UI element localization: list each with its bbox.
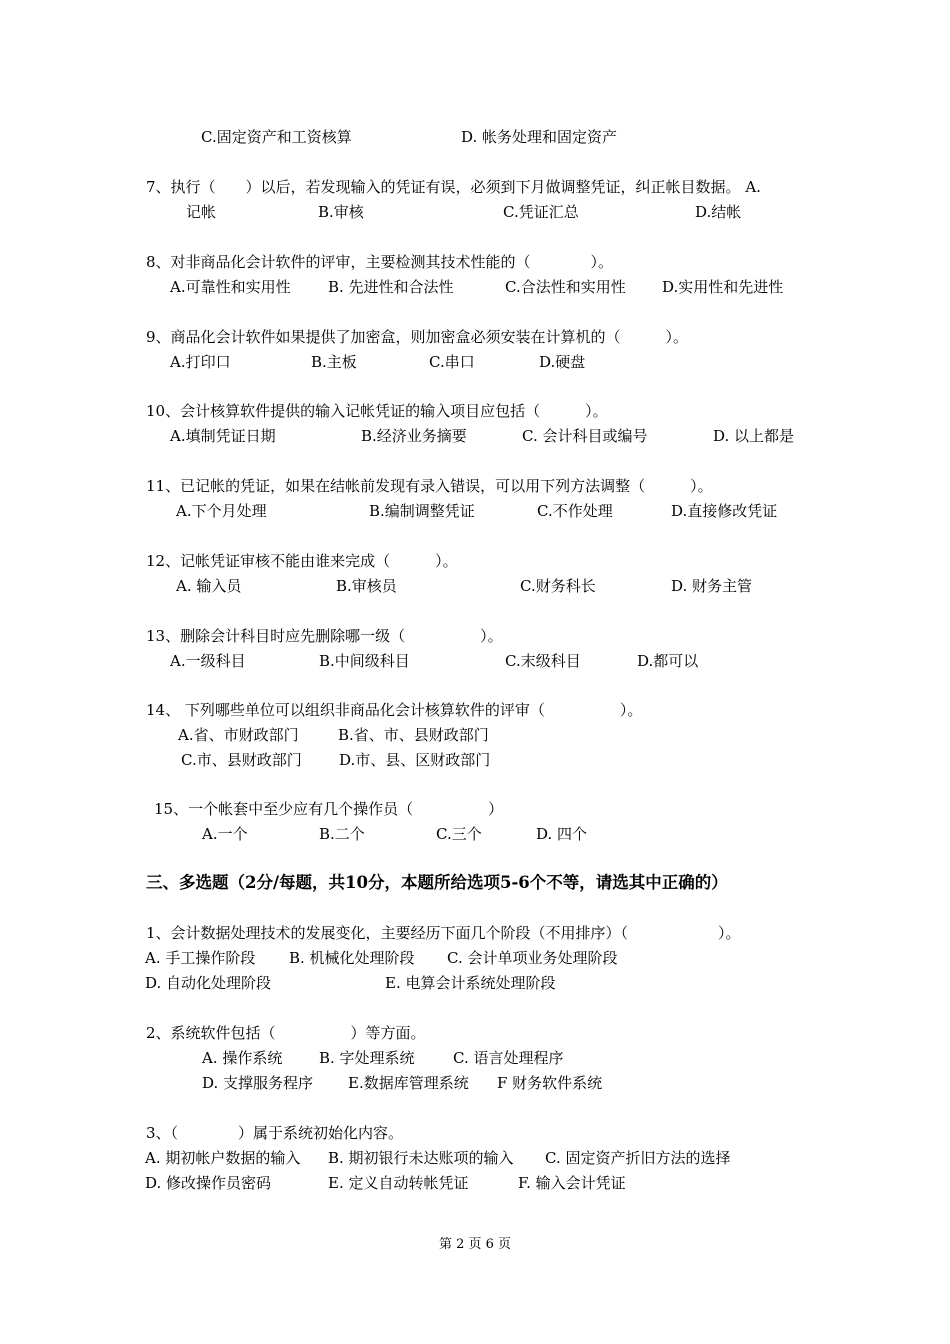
option-f: F 财务软件系统 bbox=[497, 1074, 603, 1092]
option-a: A. 手工操作阶段 bbox=[145, 949, 256, 967]
option-b: B.主板 bbox=[311, 353, 357, 371]
option-d: D. 自动化处理阶段 bbox=[145, 974, 272, 992]
option-b: B.经济业务摘要 bbox=[361, 427, 467, 445]
question-14-stem: 14、 下列哪些单位可以组织非商品化会计核算软件的评审（ ）。 bbox=[146, 701, 643, 719]
question-8-stem: 8、对非商品化会计软件的评审，主要检测其技术性能的（ ）。 bbox=[146, 253, 614, 271]
option-a: A.打印口 bbox=[170, 353, 231, 371]
option-c: C.串口 bbox=[429, 353, 475, 371]
option-a: A. 期初帐户数据的输入 bbox=[145, 1149, 301, 1167]
multi-question-2-stem: 2、系统软件包括（ ）等方面。 bbox=[146, 1024, 426, 1042]
option-c: C.凭证汇总 bbox=[503, 203, 579, 221]
option-c: C. 会计科目或编号 bbox=[522, 427, 648, 445]
question-15-stem: 15、一个帐套中至少应有几个操作员（ ） bbox=[154, 800, 504, 818]
option-c: C.三个 bbox=[436, 825, 482, 843]
option-f: F. 输入会计凭证 bbox=[518, 1174, 626, 1192]
option-b: B. 机械化处理阶段 bbox=[289, 949, 415, 967]
option-d: D.直接修改凭证 bbox=[671, 502, 778, 520]
option-c: C. 会计单项业务处理阶段 bbox=[447, 949, 618, 967]
option-d: D.结帐 bbox=[695, 203, 742, 221]
option-a: 记帐 bbox=[186, 203, 217, 221]
option-b: B.审核员 bbox=[336, 577, 397, 595]
option-d: D. 以上都是 bbox=[713, 427, 795, 445]
option-d: D. 财务主管 bbox=[671, 577, 753, 595]
option-c: C. 固定资产折旧方法的选择 bbox=[545, 1149, 731, 1167]
option-c: C.固定资产和工资核算 bbox=[201, 128, 352, 146]
option-d: D.实用性和先进性 bbox=[662, 278, 784, 296]
option-d: D. 修改操作员密码 bbox=[145, 1174, 272, 1192]
option-c: C.市、县财政部门 bbox=[181, 751, 302, 769]
option-d: D. 帐务处理和固定资产 bbox=[461, 128, 618, 146]
option-a: A.填制凭证日期 bbox=[170, 427, 276, 445]
question-9-stem: 9、商品化会计软件如果提供了加密盒，则加密盒必须安装在计算机的（ ）。 bbox=[146, 328, 689, 346]
option-d: D. 四个 bbox=[536, 825, 588, 843]
option-a: A.可靠性和实用性 bbox=[170, 278, 291, 296]
option-a: A. 输入员 bbox=[176, 577, 242, 595]
section-3-heading: 三、多选题（2分/每题，共10分，本题所给选项5-6个不等，请选其中正确的） bbox=[146, 873, 728, 892]
option-a: A.下个月处理 bbox=[176, 502, 267, 520]
question-12-stem: 12、记帐凭证审核不能由谁来完成（ ）。 bbox=[146, 552, 458, 570]
option-b: B.审核 bbox=[318, 203, 364, 221]
question-10-stem: 10、会计核算软件提供的输入记帐凭证的输入项目应包括（ ）。 bbox=[146, 402, 608, 420]
option-b: B. 字处理系统 bbox=[319, 1049, 415, 1067]
option-b: B.二个 bbox=[319, 825, 365, 843]
question-11-stem: 11、已记帐的凭证，如果在结帐前发现有录入错误，可以用下列方法调整（ ）。 bbox=[146, 477, 713, 495]
option-d: D. 支撑服务程序 bbox=[202, 1074, 314, 1092]
option-c: C.合法性和实用性 bbox=[505, 278, 626, 296]
multi-question-1-stem: 1、会计数据处理技术的发展变化，主要经历下面几个阶段（不用排序）（ ）。 bbox=[146, 924, 741, 942]
option-d: D.都可以 bbox=[637, 652, 699, 670]
option-b: B.省、市、县财政部门 bbox=[338, 726, 489, 744]
option-a: A.省、市财政部门 bbox=[178, 726, 299, 744]
option-b: B.编制调整凭证 bbox=[369, 502, 475, 520]
option-b: B.中间级科目 bbox=[319, 652, 410, 670]
option-b: B. 先进性和合法性 bbox=[328, 278, 454, 296]
option-d: D.市、县、区财政部门 bbox=[339, 751, 491, 769]
option-a: A.一个 bbox=[202, 825, 248, 843]
option-a: A.一级科目 bbox=[170, 652, 246, 670]
option-b: B. 期初银行未达账项的输入 bbox=[328, 1149, 514, 1167]
page-footer: 第 2 页 6 页 bbox=[438, 1237, 512, 1252]
question-13-stem: 13、删除会计科目时应先删除哪一级（ ）。 bbox=[146, 627, 503, 645]
option-c: C.末级科目 bbox=[505, 652, 581, 670]
question-7-stem: 7、执行（ ）以后，若发现输入的凭证有误，必须到下月做调整凭证，纠正帐目数据。 A. bbox=[146, 178, 761, 196]
multi-question-3-stem: 3、（ ）属于系统初始化内容。 bbox=[146, 1124, 404, 1142]
option-c: C.财务科长 bbox=[520, 577, 596, 595]
option-e: E. 定义自动转帐凭证 bbox=[328, 1174, 469, 1192]
option-c: C. 语言处理程序 bbox=[453, 1049, 564, 1067]
option-c: C.不作处理 bbox=[537, 502, 613, 520]
option-d: D.硬盘 bbox=[539, 353, 586, 371]
option-e: E.数据库管理系统 bbox=[348, 1074, 469, 1092]
option-a: A. 操作系统 bbox=[202, 1049, 283, 1067]
option-e: E. 电算会计系统处理阶段 bbox=[385, 974, 556, 992]
